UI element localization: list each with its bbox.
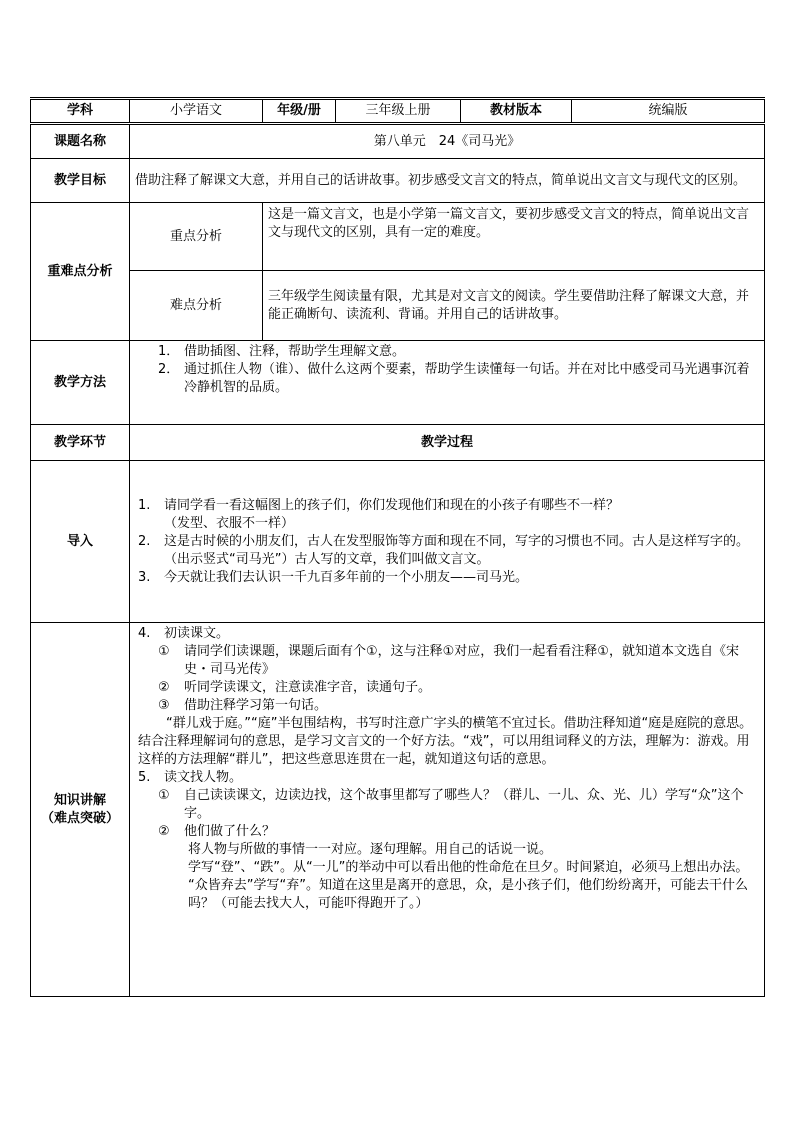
- section-5-line: 将人物与所做的事情一一对应。逐句理解。用自己的话说一说。: [188, 842, 553, 857]
- lesson-plan-table: [30, 97, 765, 997]
- edition-label: 教材版本: [461, 99, 572, 124]
- intro-item: [138, 497, 759, 515]
- difficult-point-row: [31, 271, 765, 341]
- subject-value: 小学语文: [130, 99, 263, 124]
- section-5-item-number: ①: [158, 788, 170, 803]
- subject-label: 学科: [31, 99, 130, 124]
- intro-item-number: [138, 515, 164, 533]
- section-5-item: [138, 823, 759, 841]
- section-5-title: 读文找人物。: [164, 770, 243, 785]
- section-4-number: 4.: [138, 626, 151, 641]
- section-5-item-number: ②: [158, 824, 170, 839]
- key-point-text: 这是一篇文言文，也是小学第一篇文言文，要初步感受文言文的特点，简单说出文言文与现代文的区别，具有一定的难度。: [263, 203, 765, 271]
- section-5-item: [138, 787, 759, 823]
- lesson-title-label: 课题名称: [31, 124, 130, 159]
- section-4-title: 初读课文。: [164, 626, 230, 641]
- section-5-line: 学写“登”、“跌”。从“一儿”的举动中可以看出他的性命危在旦夕。时间紧迫，必须马上想出办法。: [188, 860, 749, 875]
- method-label: 教学方法: [31, 341, 130, 425]
- knowledge-label-line1: 知识讲解: [53, 792, 106, 808]
- edition-value: 统编版: [572, 99, 765, 124]
- intro-item-text: 请同学看一看这幅图上的孩子们，你们发现他们和现在的小孩子有哪些不一样？: [164, 497, 620, 513]
- section-4-heading: [138, 625, 759, 643]
- difficult-point-label: 难点分析: [130, 271, 263, 341]
- section-4-item: [138, 679, 759, 697]
- intro-row: [31, 461, 765, 623]
- intro-item: [138, 569, 759, 587]
- section-5-item-text: 自己读读课文，边读边找，这个故事里都写了哪些人？（群儿、一儿、众、光、儿）学写“众”这个字。: [184, 788, 744, 821]
- analysis-label: 重难点分析: [31, 203, 130, 341]
- header-row: [31, 99, 765, 124]
- section-4-item-text: 请同学们读课题，课题后面有个①，这与注释①对应，我们一起看看注释①，就知道本文选自《宋史・司马光传》: [184, 644, 739, 677]
- method-row: [31, 341, 765, 425]
- knowledge-row: [31, 623, 765, 997]
- intro-item: [138, 515, 759, 533]
- intro-item-number: 3.: [138, 569, 151, 585]
- intro-item-number: 1.: [138, 497, 151, 513]
- method-item: [158, 361, 759, 397]
- goal-label: 教学目标: [31, 159, 130, 203]
- method-item-number: 2．: [158, 362, 180, 377]
- grade-label: 年级/册: [263, 99, 336, 124]
- intro-item-text: （发型、衣服不一样）: [164, 515, 295, 531]
- intro-item-text: 今天就让我们去认识一千九百多年前的一个小朋友——司马光。: [164, 569, 529, 585]
- method-item-text: 借助插图、注释，帮助学生理解文意。: [184, 344, 406, 359]
- section-5-heading: [138, 769, 759, 787]
- method-content: [130, 341, 765, 425]
- lesson-title-value: 第八单元 24《司马光》: [130, 124, 765, 159]
- process-header-row: [31, 425, 765, 461]
- section-5-item-text: 他们做了什么？: [184, 824, 276, 839]
- section-4-item: [138, 643, 759, 679]
- lesson-title-row: [31, 124, 765, 159]
- intro-content: [130, 461, 765, 623]
- section-4-item-text: 借助注释学习第一句话。: [184, 698, 328, 713]
- section-4-item-number: ①: [158, 644, 170, 659]
- lesson-plan-document: [30, 97, 764, 997]
- intro-item-number: 2.: [138, 533, 151, 549]
- section-4-item-number: ③: [158, 698, 170, 713]
- method-item-text: 通过抓住人物（谁）、做什么这两个要素，帮助学生读懂每一句话。并在对比中感受司马光遇事沉着冷静机智的品质。: [184, 362, 750, 395]
- knowledge-content: [130, 623, 765, 997]
- key-point-row: [31, 203, 765, 271]
- difficult-point-text: 三年级学生阅读量有限，尤其是对文言文的阅读。学生要借助注释了解课文大意，并能正确断句、读流利、背诵。并用自己的话讲故事。: [263, 271, 765, 341]
- process-stage-label: 教学环节: [31, 425, 130, 461]
- method-item: [158, 343, 759, 361]
- goal-row: [31, 159, 765, 203]
- knowledge-label: [31, 623, 130, 997]
- section-5-number: 5.: [138, 770, 151, 785]
- section-4-item: [138, 697, 759, 715]
- knowledge-label-line2: （难点突破）: [40, 810, 119, 826]
- process-value: 教学过程: [130, 425, 765, 461]
- method-item-number: 1．: [158, 344, 180, 359]
- intro-label: 导入: [31, 461, 130, 623]
- intro-item: [138, 533, 759, 569]
- section-4-item-number: ②: [158, 680, 170, 695]
- section-5-line: “众皆弃去”学写“弃”。知道在这里是离开的意思，众，是小孩子们，他们纷纷离开，可能去干什么吗？（可能去找大人，可能吓得跑开了。）: [188, 878, 748, 911]
- key-point-label: 重点分析: [130, 203, 263, 271]
- intro-item-text: 这是古时候的小朋友们，古人在发型服饰等方面和现在不同，写字的习惯也不同。古人是这样写字的。（出示竖式“司马光”）古人写的文章，我们叫做文言文。: [164, 533, 750, 567]
- section-4-paragraph: “群儿戏于庭。”“庭”半包围结构，书写时注意广字头的横笔不宜过长。借助注释知道“庭是庭院的意思。结合注释理解词句的意思，是学习文言文的一个好方法。“戏”，可以用组词释义的方法，理解为：游戏。用这样的方法理解“群儿”，把这些意思连贯在一起，就知道这句话的意思。: [138, 716, 753, 767]
- goal-text: 借助注释了解课文大意，并用自己的话讲故事。初步感受文言文的特点，简单说出文言文与现代文的区别。: [130, 159, 765, 203]
- grade-value: 三年级上册: [336, 99, 461, 124]
- section-4-item-text: 听同学读课文，注意读准字音，读通句子。: [184, 680, 432, 695]
